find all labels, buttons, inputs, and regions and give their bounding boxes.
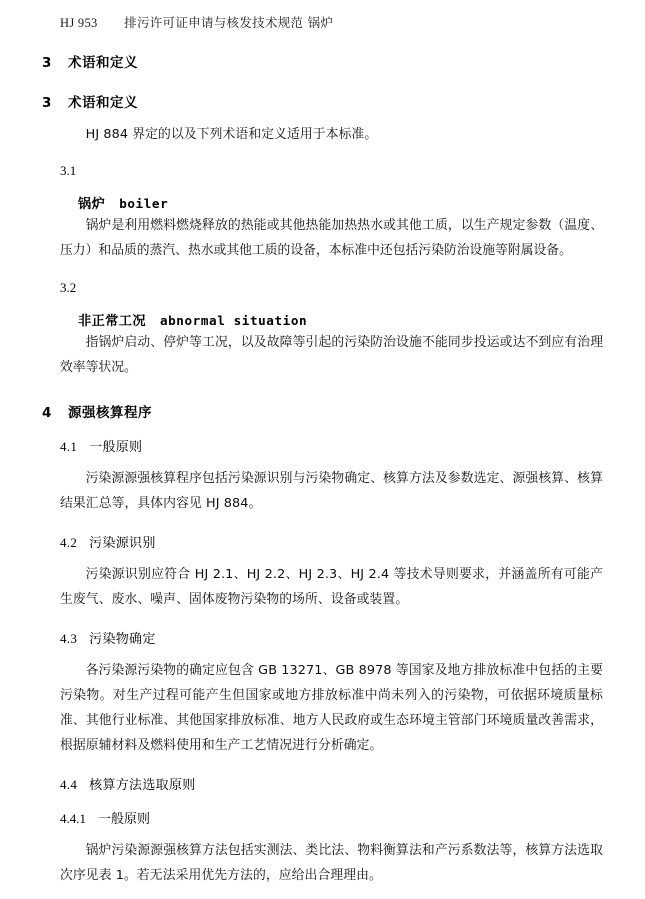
subsection-title-4-1: 一般原则 — [89, 440, 143, 456]
term-en-abnormal: abnormal situation — [159, 313, 308, 329]
section-number-3a: 3 — [42, 54, 52, 71]
term-cn-abnormal: 非正常工况 — [78, 314, 146, 330]
section-heading-4 — [42, 401, 603, 421]
section-title-4: 源强核算程序 — [68, 405, 152, 422]
term-body-boiler: 锅炉是利用燃料燃烧释放的热能或其他热能加热热水或其他工质，以生产规定参数（温度、压力）和品质的蒸汽、热水或其他工质的设备，本标准中还包括污染防治设施等附属设备。 — [60, 218, 603, 259]
subsection-number-4-1: 4.1 — [60, 439, 78, 455]
term-heading-abnormal — [78, 310, 603, 329]
section-heading-3a — [42, 51, 603, 71]
section-title-3a: 术语和定义 — [68, 54, 138, 71]
subsection-heading-4-3 — [60, 628, 603, 647]
subsection-number-4-4: 4.4 — [60, 776, 78, 792]
subsection-number-4-2: 4.2 — [60, 535, 78, 551]
subsection-heading-4-4-1 — [60, 808, 603, 827]
section-number-4: 4 — [42, 405, 52, 422]
section-heading-3b — [42, 91, 603, 111]
subsection-body-4-2: 污染源识别应符合 HJ 2.1、HJ 2.2、HJ 2.3、HJ 2.4 等技术导则要求，并涵盖所有可能产生废气、废水、噪声、固体废物污染物的场所、设备或装置。 — [60, 567, 603, 608]
subsection-number-4-3: 4.3 — [60, 631, 78, 647]
subsection-number-4-4-1: 4.4.1 — [60, 810, 86, 826]
page-header — [60, 14, 603, 33]
term-body-abnormal: 指锅炉启动、停炉等工况，以及故障等引起的污染防治设施不能同步投运或达不到应有治理效率等状况。 — [60, 335, 603, 376]
term-heading-boiler — [78, 193, 603, 212]
subsection-body-4-4-1: 锅炉污染源源强核算方法包括实测法、类比法、物料衡算法和产污系数法等，核算方法选取次序见表 1。若无法采用优先方法的，应给出合理理由。 — [60, 842, 603, 883]
header-standard-title: 排污许可证申请与核发技术规范 锅炉 — [124, 15, 334, 30]
subsection-body-4-3: 各污染源污染物的确定应包含 GB 13271、GB 8978 等国家及地方排放标准中包括的主要污染物。对生产过程可能产生但国家或地方排放标准中尚未列入的污染物，可依据环境质量标准、其他行业标准、其他国家排放标准、地方人民政府或生态环境主管部门环境质量改善需求，根据原辅材料及燃料使用和生产工艺情况进行分析确定。 — [60, 663, 603, 753]
header-standard-code: HJ 953 — [60, 16, 98, 30]
clause-number-3-2: 3.2 — [60, 280, 77, 296]
subsection-title-4-2: 污染源识别 — [89, 536, 156, 552]
intro-paragraph: HJ 884 界定的以及下列术语和定义适用于本标准。 — [85, 126, 378, 142]
subsection-heading-4-1 — [60, 436, 603, 455]
subsection-title-4-4-1: 一般原则 — [98, 811, 151, 827]
section-title-3b: 术语和定义 — [68, 94, 138, 111]
subsection-body-4-1: 污染源源强核算程序包括污染源识别与污染物确定、核算方法及参数选定、源强核算、核算结果汇总等，具体内容见 HJ 884。 — [60, 471, 603, 512]
term-en-boiler: boiler — [119, 196, 169, 212]
subsection-heading-4-2 — [60, 532, 603, 551]
subsection-heading-4-4 — [60, 774, 603, 793]
section-number-3b: 3 — [42, 94, 52, 111]
subsection-title-4-3: 污染物确定 — [89, 632, 156, 648]
term-cn-boiler: 锅炉 — [78, 197, 106, 213]
clause-number-3-1: 3.1 — [60, 163, 77, 179]
subsection-title-4-4: 核算方法选取原则 — [89, 777, 196, 793]
